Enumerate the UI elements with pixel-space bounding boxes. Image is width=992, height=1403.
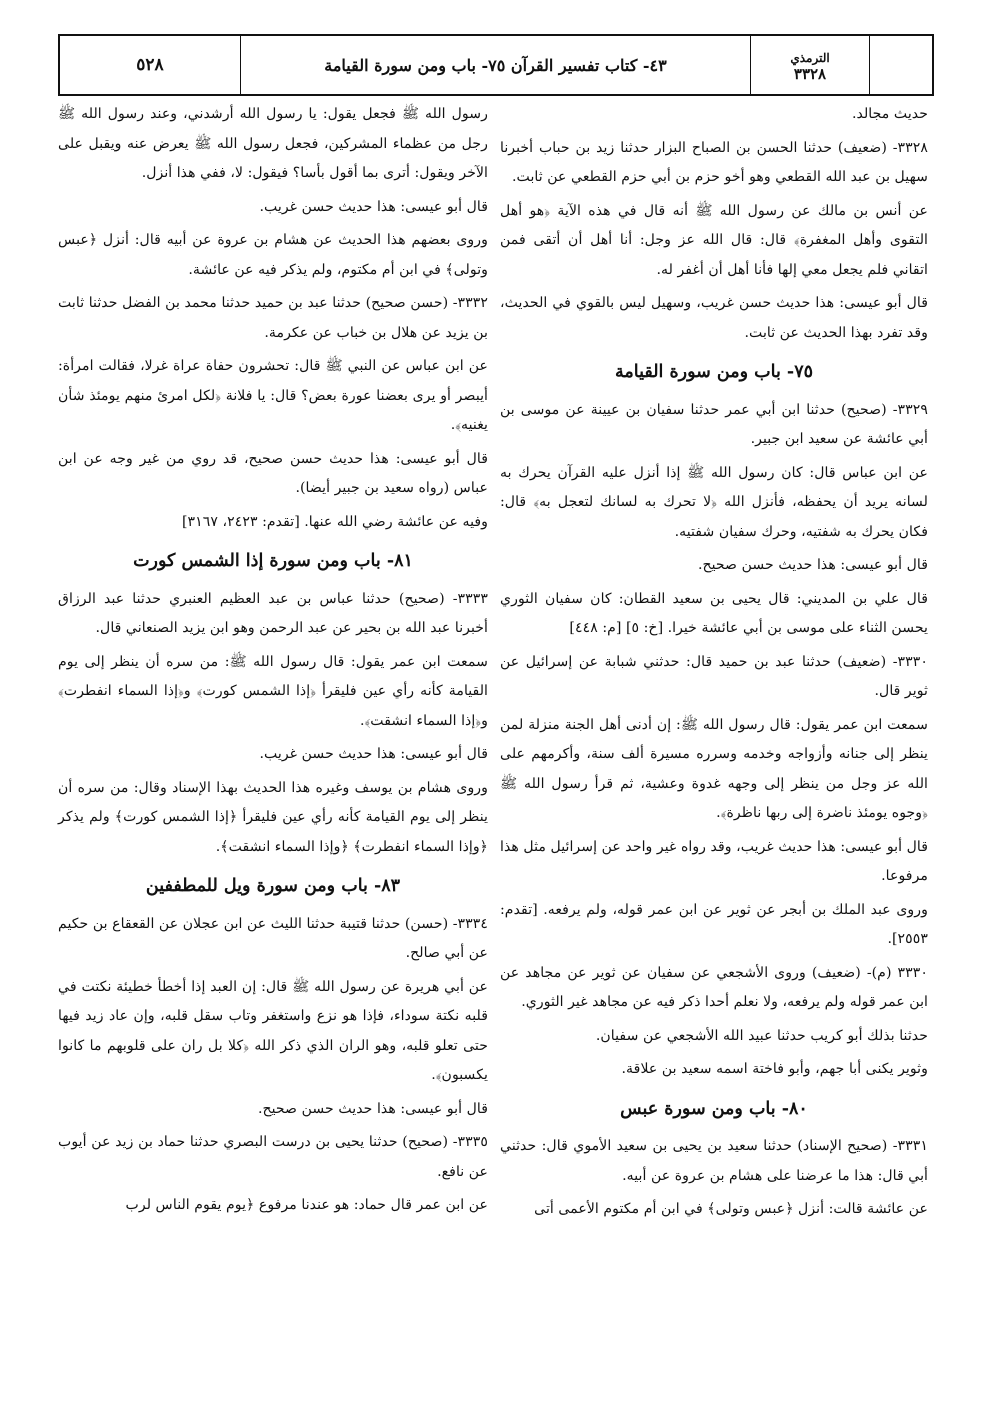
chapter-heading: ٨٠- باب ومن سورة عبس: [620, 1098, 808, 1119]
text-paragraph: عن عائشة قالت: أنزل ﴿عبس وتولى﴾ في ابن أم مكتوم الأعمى أتى: [534, 1201, 928, 1217]
text-paragraph: عن ابن عباس عن النبي ﷺ قال: تحشرون حفاة عراة غرلا، فقالت امرأة: أيبصر أو يرى بعضنا عورة بعض؟ قال: يا فلانة ﴿لكل امرئ منهم يومئذ شأن يغنيه﴾.: [58, 358, 488, 433]
text-paragraph: ٣٣٣٠- (ضعيف) حدثنا عبد بن حميد قال: حدثني شبابة عن إسرائيل عن ثوير قال.: [500, 653, 928, 699]
text-paragraph: حديث مجالد.: [852, 106, 928, 122]
text-paragraph: ٣٣٣٠ (م)- (ضعيف) وروى الأشجعي عن سفيان عن ثوير عن مجاهد عن ابن عمر قوله ولم يرفعه، ولا نعلم أحدا ذكر فيه عن مجاهد غير الثوري.: [500, 964, 928, 1010]
text-paragraph: سمعت ابن عمر يقول: قال رسول الله ﷺ: إن أدنى أهل الجنة منزلة لمن ينظر إلى جنانه وأزواجه وخدمه وسرره مسيرة ألف سنة، وأكرمهم على الله عز وجل من ينظر إلى وجهه غدوة وعشية، ثم قرأ رسول الله ﷺ ﴿وجوه يومئذ ناضرة إلى ربها ناظرة﴾.: [500, 716, 928, 821]
text-paragraph: قال أبو عيسى: هذا حديث غريب، وقد رواه غير واحد عن إسرائيل مثل هذا مرفوعا.: [500, 838, 928, 884]
text-paragraph: حدثنا بذلك أبو كريب حدثنا عبيد الله الأشجعي عن سفيان.: [595, 1027, 928, 1044]
header-title: ٤٣- كتاب تفسير القرآن ٧٥- باب ومن سورة القيامة: [240, 36, 750, 94]
text-paragraph: رسول الله ﷺ فجعل يقول: يا رسول الله أرشدني، وعند رسول الله ﷺ رجل من عظماء المشركين، فجعل رسول الله ﷺ يعرض عنه ويقبل على الآخر ويقول: أترى بما أقول بأسا؟ فيقول: لا، ففي هذا أنزل.: [58, 106, 488, 181]
text-paragraph: ٣٣٣٥- (صحيح) حدثنا يحيى بن درست البصري حدثنا حماد بن زيد عن أيوب عن نافع.: [58, 1134, 488, 1180]
text-paragraph: قال أبو عيسى: هذا حديث حسن صحيح.: [697, 557, 928, 573]
text-paragraph: وفيه عن عائشة رضي الله عنها. [تقدم: ٢٤٢٣، ٣١٦٧]: [181, 513, 488, 530]
chapter-heading: ٨٣- باب ومن سورة ويل للمطففين: [145, 876, 401, 896]
header-blank-cell: [869, 36, 932, 94]
chapter-heading: ٨١- باب ومن سورة إذا الشمس كورت: [133, 551, 413, 571]
text-paragraph: عن ابن عباس قال: كان رسول الله ﷺ إذا أنزل عليه القرآن يحرك به لسانه يريد أن يحفظه، فأنزل الله ﴿لا تحرك به لسانك لتعجل به﴾ قال: فكان يحرك به شفتيه، وحرك سفيان شفتيه.: [500, 464, 928, 540]
tirmidhi-number: ٣٣٢٨: [793, 65, 827, 83]
chapter-heading: ٧٥- باب ومن سورة القيامة: [614, 362, 813, 382]
text-paragraph: قال أبو عيسى: هذا حديث حسن غريب.: [259, 198, 488, 215]
text-paragraph: قال أبو عيسى: هذا حديث حسن غريب، وسهيل ليس بالقوي في الحديث، وقد تفرد بهذا الحديث عن ثابت.: [500, 295, 928, 341]
text-paragraph: وثوير يكنى أبا جهم، وأبو فاختة اسمه سعيد بن علاقة.: [621, 1061, 928, 1077]
text-paragraph: ٣٣٢٩- (صحيح) حدثنا ابن أبي عمر حدثنا سفيان بن عيينة عن موسى بن أبي عائشة عن سعيد ابن جبير.: [500, 401, 928, 447]
left-column: [58, 100, 488, 1225]
text-paragraph: ٣٣٣١- (صحيح الإسناد) حدثنا سعيد بن يحيى بن سعيد الأموي قال: حدثني أبي قال: هذا ما عرضنا على هشام بن عروة عن أبيه.: [500, 1138, 928, 1184]
tirmidhi-label: الترمذي: [790, 51, 830, 65]
text-paragraph: قال أبو عيسى: هذا حديث حسن غريب.: [259, 746, 488, 762]
right-column: [500, 100, 928, 1229]
page-header: [58, 34, 934, 96]
text-paragraph: عن ابن عمر قال حماد: هو عندنا مرفوع ﴿يوم يقوم الناس لرب: [125, 1197, 488, 1213]
tirmidhi-ref: [750, 36, 869, 94]
text-paragraph: قال أبو عيسى: هذا حديث حسن صحيح، قد روي من غير وجه عن ابن عباس (رواه سعيد بن جبير أيضا).: [58, 450, 488, 496]
text-paragraph: عن أنس بن مالك عن رسول الله ﷺ أنه قال في هذه الآية ﴿هو أهل التقوى وأهل المغفرة﴾ قال: قال الله عز وجل: أنا أهل أن أتقى فمن اتقاني فلم يجعل معي إلها فأنا أهل أن أغفر له.: [500, 202, 928, 278]
text-paragraph: وروى عبد الملك بن أبجر عن ثوير عن ابن عمر قوله، ولم يرفعه. [تقدم: ٢٥٥٣].: [500, 901, 928, 947]
text-paragraph: قال أبو عيسى: هذا حديث حسن صحيح.: [257, 1100, 488, 1117]
text-paragraph: عن أبي هريرة عن رسول الله ﷺ قال: إن العبد إذا أخطأ خطيئة نكتت في قلبه نكتة سوداء، فإذا هو نزع واستغفر وتاب سقل قلبه، وإن عاد زيد فيها حتى تعلو قلبه، وهو الران الذي ذكر الله ﴿كلا بل ران على قلوبهم ما كانوا يكسبون﴾.: [58, 978, 488, 1083]
page-number: ٥٢٨: [136, 55, 164, 75]
text-paragraph: وروى هشام بن يوسف وغيره هذا الحديث بهذا الإسناد وقال: من سره أن ينظر إلى يوم القيامة كأنه رأي عين فليقرأ ﴿إذا الشمس كورت﴾ ولم يذكر ﴿وإذا السماء انفطرت﴾ ﴿وإذا السماء انشقت﴾.: [58, 779, 488, 855]
text-paragraph: ٣٣٣٢- (حسن صحيح) حدثنا عبد بن حميد حدثنا محمد بن الفضل حدثنا ثابت بن يزيد عن هلال بن خباب عن عكرمة.: [58, 295, 488, 341]
text-paragraph: سمعت ابن عمر يقول: قال رسول الله ﷺ: من سره أن ينظر إلى يوم القيامة كأنه رأي عين فليقرأ ﴿إذا الشمس كورت﴾ و﴿إذا السماء انفطرت﴾ و﴿إذا السماء انشقت﴾.: [58, 653, 488, 729]
text-paragraph: ٣٣٣٣- (صحيح) حدثنا عباس بن عبد العظيم العنبري حدثنا عبد الرزاق أخبرنا عبد الله بن بحير عن عبد الرحمن وهو ابن يزيد الصنعاني قال.: [58, 590, 488, 636]
text-paragraph: ٣٣٢٨- (ضعيف) حدثنا الحسن بن الصباح البزار حدثنا زيد بن حباب أخبرنا سهيل بن عبد الله القطعي وهو أخو حزم بن أبي حزم القطعي عن ثابت.: [500, 139, 928, 185]
text-paragraph: وروى بعضهم هذا الحديث عن هشام بن عروة عن أبيه قال: أنزل ﴿عبس وتولى﴾ في ابن أم مكتوم، ولم يذكر فيه عن عائشة.: [58, 232, 488, 278]
text-paragraph: قال علي بن المديني: قال يحيى بن سعيد القطان: كان سفيان الثوري يحسن الثناء على موسى بن أبي عائشة خيرا. [خ: ٥] [م: ٤٤٨]: [500, 590, 928, 636]
text-paragraph: ٣٣٣٤- (حسن) حدثنا قتيبة حدثنا الليث عن ابن عجلان عن القعقاع بن حكيم عن أبي صالح.: [58, 915, 488, 961]
